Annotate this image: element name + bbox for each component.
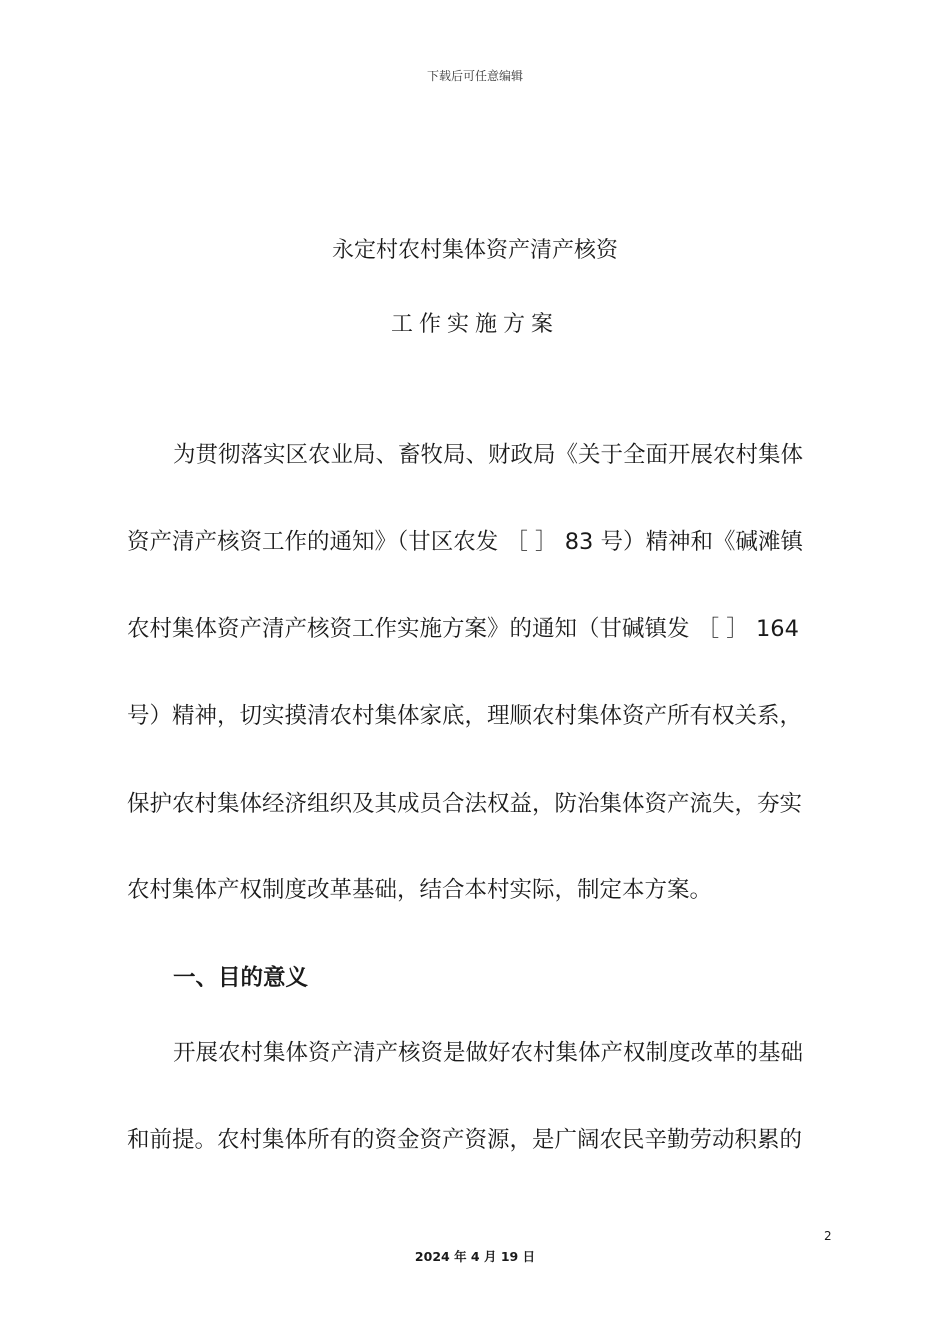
header-note: 下载后可任意编辑 [426, 69, 523, 83]
section-heading: 一、目的意义 [173, 965, 309, 991]
paragraph-line: 号）精神，切实摸清农村集体家底，理顺农村集体资产所有权关系， [127, 703, 803, 729]
paragraph-line: 农村集体资产清产核资工作实施方案》的通知（甘碱镇发 ［ ］ 164 [127, 616, 799, 642]
paragraph-line: 和前提。农村集体所有的资金资产资源，是广阔农民辛勤劳动积累的 [127, 1127, 803, 1153]
paragraph-line: 为贯彻落实区农业局、畜牧局、财政局《关于全面开展农村集体 [173, 442, 804, 468]
page-number: 2 [824, 1229, 832, 1243]
document-subtitle: 工作实施方案 [390, 312, 559, 337]
footer-date: 2024 年 4 月 19 日 [414, 1249, 536, 1264]
paragraph-line: 开展农村集体资产清产核资是做好农村集体产权制度改革的基础 [173, 1040, 804, 1066]
paragraph-line: 资产清产核资工作的通知》（甘区农发 ［ ］ 83 号）精神和《碱滩镇 [127, 529, 803, 555]
paragraph-line: 保护农村集体经济组织及其成员合法权益，防治集体资产流失，夯实 [127, 791, 803, 817]
paragraph-line: 农村集体产权制度改革基础，结合本村实际，制定本方案。 [127, 877, 713, 903]
document-title: 永定村农村集体资产清产核资 [331, 238, 618, 263]
